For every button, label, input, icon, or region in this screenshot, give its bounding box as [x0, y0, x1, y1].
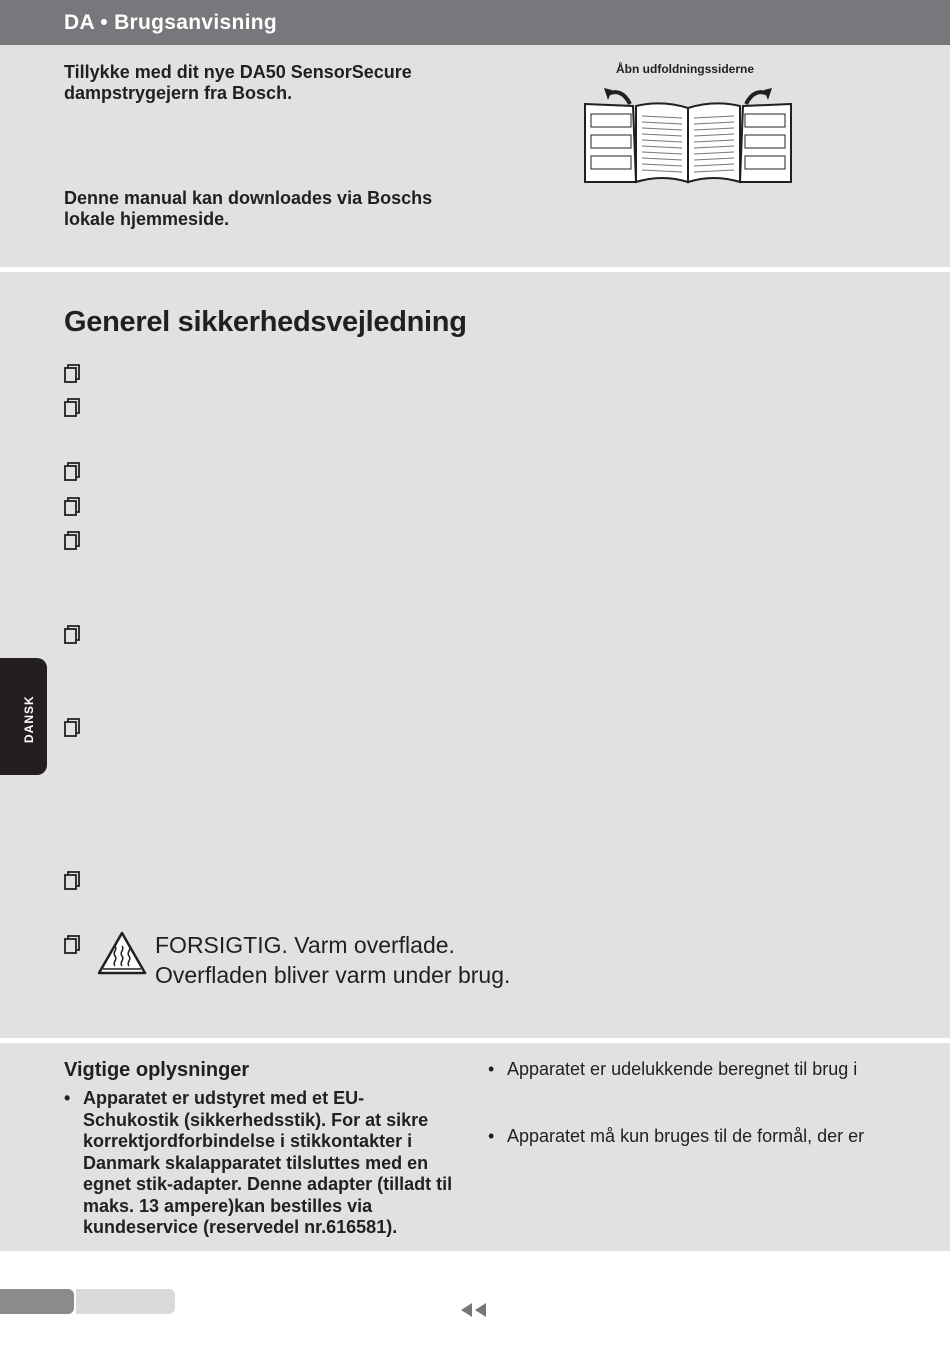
safety-title: Generel sikkerhedsvejledning: [64, 306, 467, 338]
checkbox-icon: [64, 462, 80, 482]
hot-surface-warning-icon: [96, 930, 148, 976]
checkbox-icon: [64, 531, 80, 551]
bullet: •: [488, 1126, 495, 1146]
checkbox-icon: [64, 871, 80, 891]
footer-bar-dark: [0, 1289, 74, 1314]
checkbox-icon: [64, 625, 80, 645]
info-right-item: [488, 1059, 908, 1080]
footer-bar-light: [76, 1289, 175, 1314]
info-left-text: Apparatet er udstyret med et EU-Schukostik (sikkerhedsstik). For at sikre korrektjordforbindelse i stikkontakter i Danmark skalapparatet tilsluttes med en egnet stik-adapter. Denne adapter (tilladt til maks. 13 ampere)kan bestilles via kundeservice (reservedel nr.616581).: [83, 1088, 453, 1237]
download-note: Denne manual kan downloades via Boschs lokale hjemmeside.: [64, 188, 433, 229]
bullet: •: [488, 1059, 495, 1079]
checkbox-icon: [64, 364, 80, 384]
warning-line-1: FORSIGTIG. Varm overflade.: [155, 932, 455, 958]
checkbox-icon: [64, 935, 80, 955]
warning-line-2: Overfladen bliver varm under brug.: [155, 962, 511, 988]
info-left-item: [64, 1088, 454, 1239]
info-right-text: Apparatet er udelukkende beregnet til brug i: [507, 1059, 858, 1079]
page-header: [0, 0, 950, 45]
fold-out-pages-icon: [578, 82, 798, 190]
checkbox-icon: [64, 718, 80, 738]
header-title: DA • Brugsanvisning: [64, 11, 277, 34]
rewind-arrows-icon: [460, 1302, 488, 1318]
fold-out-label: Åbn udfoldningssiderne: [616, 62, 754, 76]
language-tab-label: DANSK: [22, 695, 36, 743]
info-right-text: Apparatet må kun bruges til de formål, der er: [507, 1126, 865, 1146]
info-right-item: [488, 1126, 908, 1147]
info-title: Vigtige oplysninger: [64, 1059, 250, 1081]
checkbox-icon: [64, 497, 80, 517]
bullet: •: [64, 1088, 71, 1108]
safety-section: [0, 272, 950, 1038]
checkbox-icon: [64, 398, 80, 418]
welcome-text: Tillykke med dit nye DA50 SensorSecure dampstrygejern fra Bosch.: [64, 62, 412, 103]
